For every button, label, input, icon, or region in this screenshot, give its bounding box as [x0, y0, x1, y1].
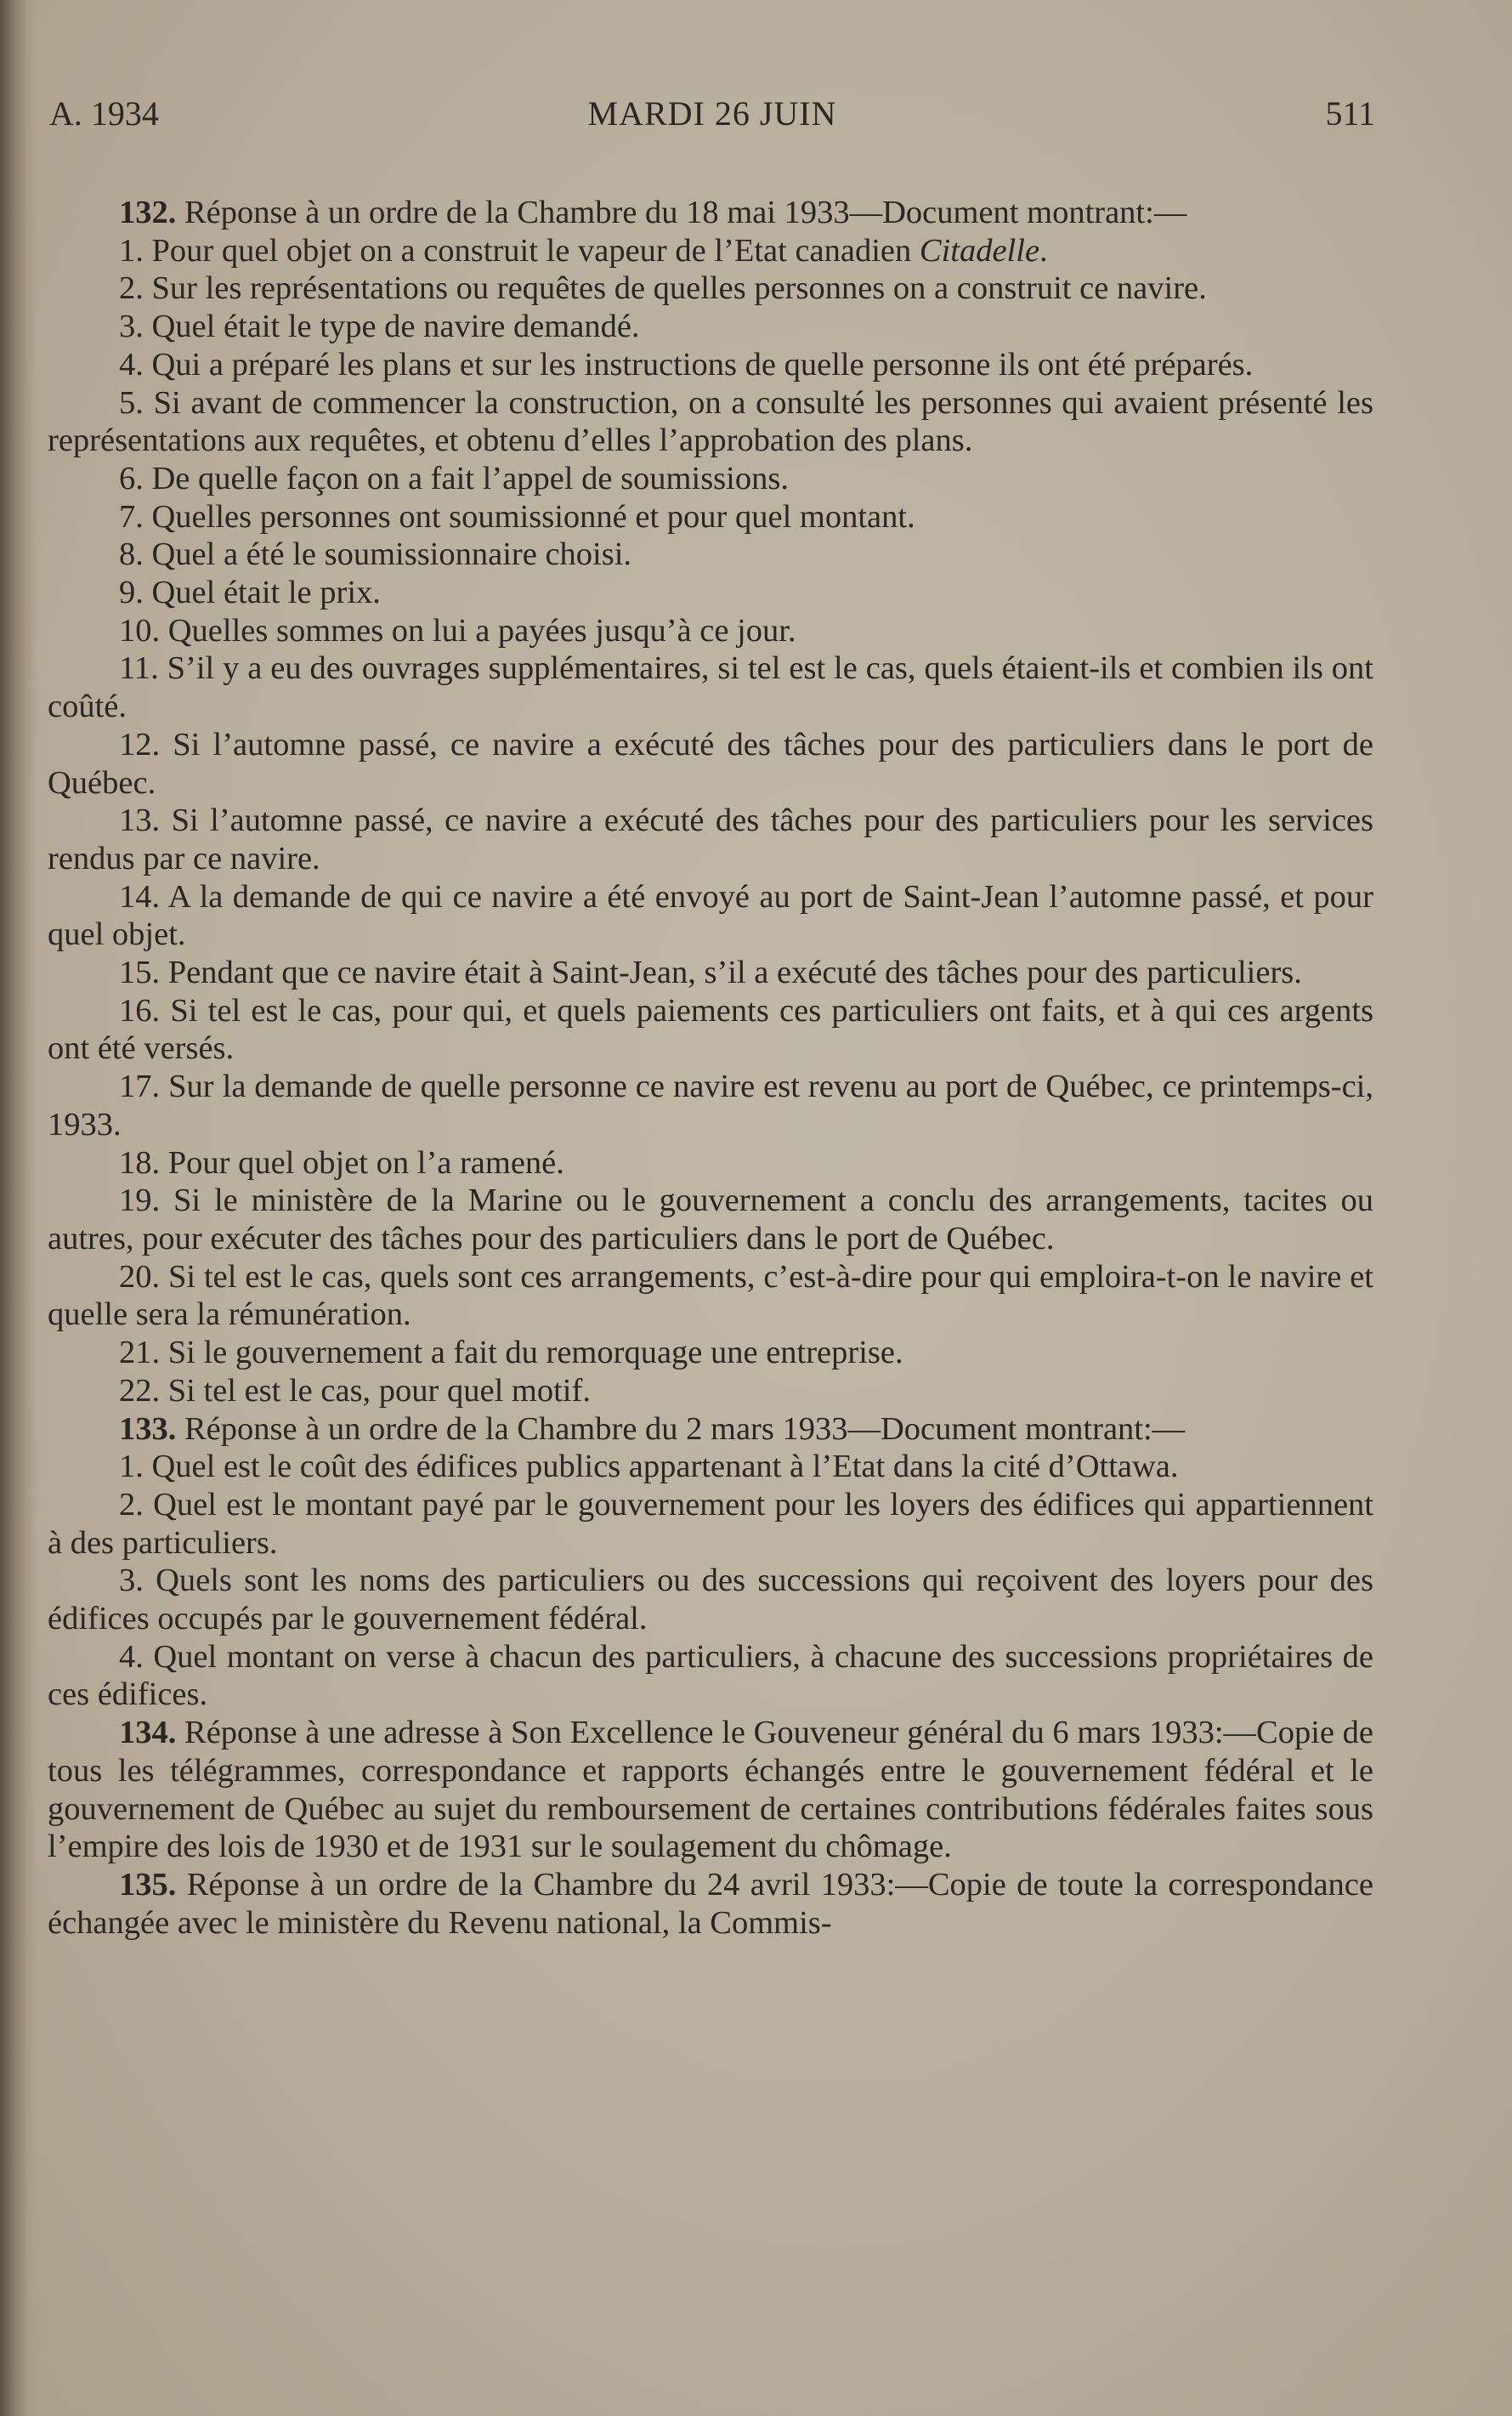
list-item-text: 1. Pour quel objet on a construit le vapeur de l’Etat canadien [119, 232, 920, 269]
item-number: 132. [119, 195, 177, 230]
list-item: 21. Si le gouvernement a fait du remorquage une entreprise. [119, 1335, 903, 1371]
header-year: A. 1934 [49, 94, 159, 133]
list-item: 17. Sur la demande de quelle personne ce navire est revenu au port de Québec, ce printemps-ci, 1933. [48, 1069, 1373, 1143]
list-item: 5. Si avant de commencer la construction, on a consulté les personnes qui avaient présenté les représentations aux requêtes, et obtenu d’elles l’approbation des plans. [48, 384, 1373, 459]
page-number: 511 [1325, 94, 1375, 133]
paragraph-132 [48, 194, 1373, 232]
list-item: 11. S’il y a eu des ouvrages supplémentaires, si tel est le cas, quels étaient-ils et combien ils ont coûté. [48, 650, 1373, 725]
list-item [48, 232, 1373, 270]
list-item: 15. Pendant que ce navire était à Saint-Jean, s’il a exécuté des tâches pour des particuliers. [119, 955, 1302, 991]
list-item: 16. Si tel est le cas, pour qui, et quels paiements ces particuliers ont faits, et à qui ces argents ont été versés. [48, 992, 1373, 1067]
list-item: 20. Si tel est le cas, quels sont ces arrangements, c’est-à-dire pour qui emploira-t-on le navire et quelle sera la rémunération. [48, 1258, 1373, 1333]
paragraph-text: Réponse à une adresse à Son Excellence le Gouveneur général du 6 mars 1933:—Copie de tous les télégrammes, correspondance et rapports échangés entre le gouvernement fédéral et le gouvernement de Québec au sujet du remboursement de certaines contributions fédérales faites sous l’empire des lois de 1930 et de 1931 sur le soulagement du chômage. [48, 1715, 1373, 1865]
list-item: 9. Quel était le prix. [119, 575, 381, 611]
paragraph-134 [48, 1714, 1373, 1866]
item-number: 133. [119, 1410, 177, 1447]
list-item: 2. Sur les représentations ou requêtes de quelles personnes on a construit ce navire. [119, 270, 1207, 307]
header-date: MARDI 26 JUIN [587, 94, 837, 133]
page-binding-edge [0, 0, 37, 2416]
ship-name: Citadelle [919, 232, 1040, 269]
list-item: 12. Si l’automne passé, ce navire a exécuté des tâches pour des particuliers dans le port de Québec. [48, 726, 1373, 801]
list-item: 22. Si tel est le cas, pour quel motif. [119, 1372, 591, 1409]
paragraph-133 [48, 1410, 1373, 1449]
list-item: 1. Quel est le coût des édifices publics appartenant à l’Etat dans la cité d’Ottawa. [119, 1449, 1179, 1485]
list-item: 7. Quelles personnes ont soumissionné et pour quel montant. [119, 498, 915, 535]
paragraph-text: Réponse à un ordre de la Chambre du 2 mars 1933—Document montrant:— [176, 1410, 1186, 1447]
list-item: 2. Quel est le montant payé par le gouvernement pour les loyers des édifices qui appartiennent à des particuliers. [48, 1486, 1373, 1561]
list-item: 13. Si l’automne passé, ce navire a exécuté des tâches pour des particuliers pour les services rendus par ce navire. [48, 802, 1373, 876]
list-item: 4. Qui a préparé les plans et sur les instructions de quelle personne ils ont été préparés. [119, 346, 1254, 383]
list-item: 19. Si le ministère de la Marine ou le gouvernement a conclu des arrangements, tacites ou autres, pour exécuter des tâches pour des particuliers dans le port de Québec. [48, 1182, 1373, 1256]
paragraph-text: Réponse à un ordre de la Chambre du 24 avril 1933:—Copie de toute la correspondance échangée avec le ministère du Revenu national, la Commis- [48, 1866, 1373, 1941]
paragraph-135 [48, 1866, 1373, 1942]
list-item: 4. Quel montant on verse à chacun des particuliers, à chacune des successions propriétaires de ces édifices. [48, 1638, 1373, 1713]
list-item: 6. De quelle façon on a fait l’appel de soumissions. [119, 460, 789, 496]
item-number: 134. [119, 1715, 177, 1751]
document-body [48, 194, 1373, 1942]
list-item: 3. Quel était le type de navire demandé. [119, 309, 640, 345]
item-number: 135. [119, 1866, 177, 1903]
page-header [49, 94, 1375, 145]
paragraph-text: Réponse à un ordre de la Chambre du 18 mai 1933—Document montrant:— [176, 195, 1187, 230]
list-item: 18. Pour quel objet on l’a ramené. [119, 1144, 564, 1181]
list-item: 14. A la demande de qui ce navire a été envoyé au port de Saint-Jean l’automne passé, et pour quel objet. [48, 878, 1373, 953]
list-item: 10. Quelles sommes on lui a payées jusqu’à ce jour. [119, 612, 796, 649]
list-item: 8. Quel a été le soumissionnaire choisi. [119, 536, 632, 573]
list-item: 3. Quels sont les noms des particuliers ou des successions qui reçoivent des loyers pour des édifices occupés par le gouvernement fédéral. [48, 1562, 1373, 1637]
list-item-tail: . [1039, 232, 1048, 269]
